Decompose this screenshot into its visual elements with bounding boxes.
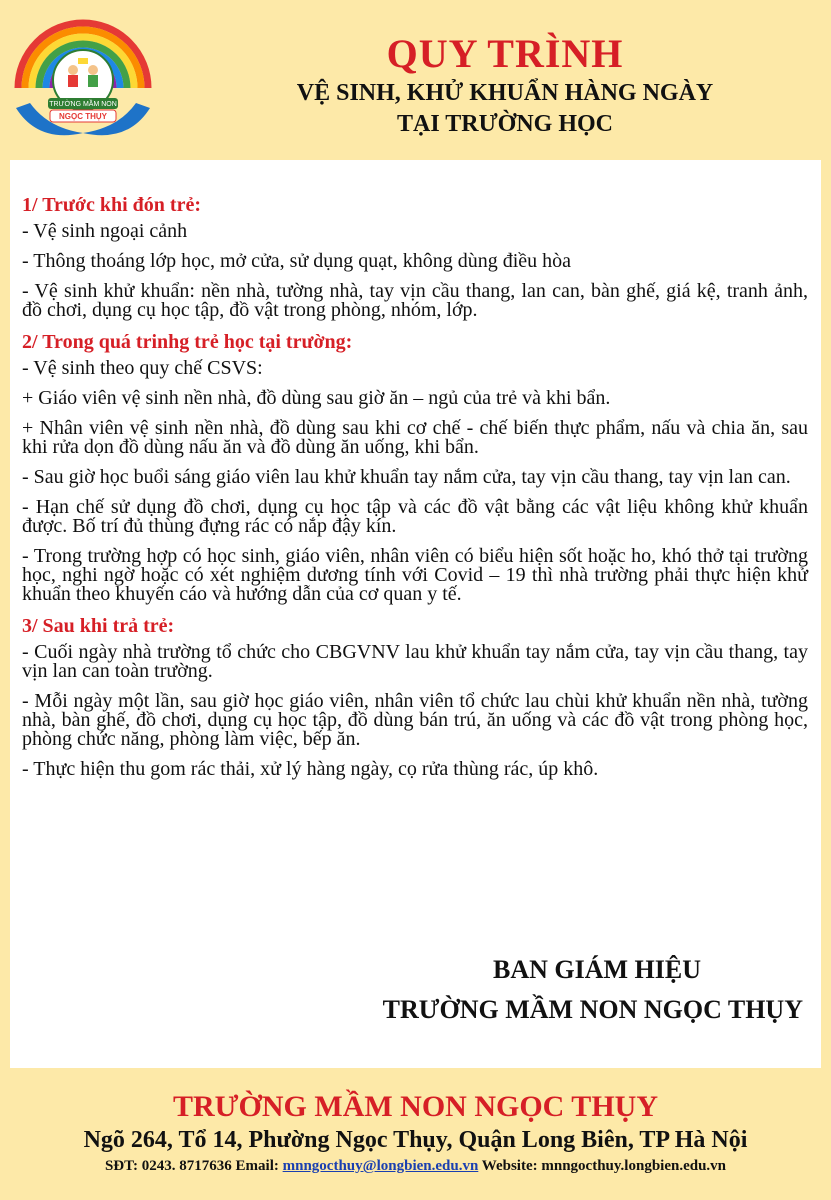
signature-line-2: TRƯỜNG MẦM NON NGỌC THỤY (382, 995, 803, 1024)
list-item: - Sau giờ học buổi sáng giáo viên lau khử khuẩn tay nắm cửa, tay vịn cầu thang, tay vịn lan can. (22, 466, 791, 488)
section-title-1: 1/ Trước khi đón trẻ: (22, 194, 202, 216)
signature-line-1: BAN GIÁM HIỆU (492, 955, 701, 984)
list-item: + Giáo viên vệ sinh nền nhà, đồ dùng sau giờ ăn – ngủ của trẻ và khi bẩn. (22, 387, 611, 409)
logo-text-2: NGỌC THỤY (59, 112, 107, 121)
content-panel (10, 160, 821, 1068)
footer-email-link[interactable]: mnngocthuy@longbien.edu.vn (282, 1158, 479, 1174)
footer-school-name: TRƯỜNG MẦM NON NGỌC THỤY (173, 1090, 658, 1123)
section-title-2: 2/ Trong quá trinhg trẻ học tại trường: (22, 331, 353, 353)
list-item: - Vệ sinh khử khuẩn: nền nhà, tường nhà, tay vịn cầu thang, lan can, bàn ghế, giá kệ, tranh ảnh, đồ chơi, dụng cụ học tập, đồ vật trong phòng, nhóm, lớp. (22, 280, 808, 321)
list-item: + Nhân viên vệ sinh nền nhà, đồ dùng sau khi cơ chế - chế biến thực phẩm, nấu và chia ăn, sau khi rửa dọn đồ dùng nấu ăn và đồ dùng ăn uống, khi bẩn. (22, 417, 808, 458)
list-item: - Trong trường hợp có học sinh, giáo viên, nhân viên có biểu hiện sốt hoặc ho, khó thở tại trường học, nghi ngờ hoặc có xét nghiệm dương tính với Covid – 19 thì nhà trường phải thực hiện khử khuẩn theo khuyến cáo và hướng dẫn của cơ quan y tế. (22, 545, 808, 605)
list-item: - Hạn chế sử dụng đồ chơi, dụng cụ học tập và các đồ vật bằng các vật liệu không khử khuẩn được. Bố trí đủ thùng đựng rác có nắp đậy kín. (22, 496, 808, 537)
list-item: - Thực hiện thu gom rác thải, xử lý hàng ngày, cọ rửa thùng rác, úp khô. (22, 758, 599, 780)
footer-contact (0, 1158, 831, 1175)
footer-website: Website: mnngocthuy.longbien.edu.vn (481, 1158, 727, 1174)
school-logo (8, 8, 158, 148)
list-item: - Vệ sinh ngoại cảnh (22, 220, 188, 242)
footer-phone: SĐT: 0243. 8717636 Email: (104, 1158, 279, 1174)
list-item: - Vệ sinh theo quy chế CSVS: (22, 357, 263, 379)
list-item: - Thông thoáng lớp học, mở cửa, sử dụng quạt, không dùng điều hòa (22, 250, 572, 272)
page-title: QUY TRÌNH (386, 31, 624, 76)
page-subtitle-1: VỆ SINH, KHỬ KHUẨN HÀNG NGÀY (296, 80, 714, 106)
logo-text-1: TRƯỜNG MẦM NON (49, 101, 117, 108)
page-subtitle-2: TẠI TRƯỜNG HỌC (396, 111, 614, 137)
list-item: - Mỗi ngày một lần, sau giờ học giáo viên, nhân viên tổ chức lau chùi khử khuẩn nền nhà, tường nhà, bàn ghế, đồ chơi, dụng cụ học tập, đồ dùng bán trú, ăn uống và các đồ vật trong phòng học, phòng chức năng, phòng làm việc, bếp ăn. (22, 690, 808, 750)
footer-address: Ngõ 264, Tổ 14, Phường Ngọc Thụy, Quận Long Biên, TP Hà Nội (83, 1127, 748, 1153)
list-item: - Cuối ngày nhà trường tổ chức cho CBGVNV lau khử khuẩn tay nắm cửa, tay vịn cầu thang, tay vịn lan can toàn trường. (22, 641, 808, 682)
section-title-3: 3/ Sau khi trả trẻ: (22, 615, 175, 637)
